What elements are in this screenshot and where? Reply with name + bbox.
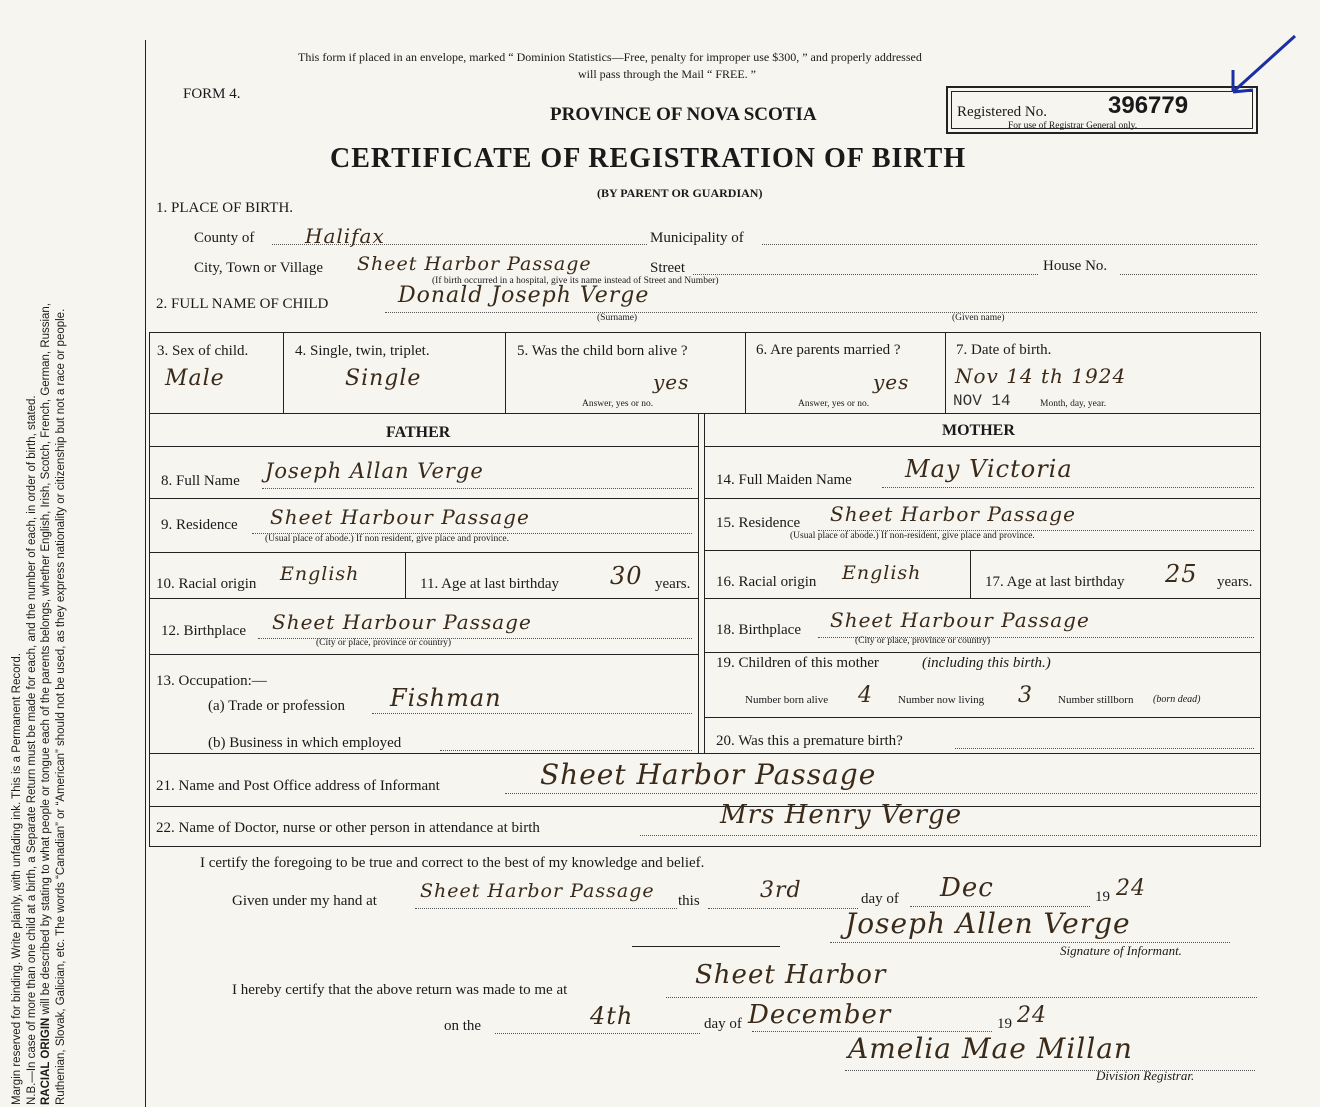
mother-birthplace-caption: (City or place, province or country) (855, 636, 991, 646)
margin-line-3-text: will be described by stating to what people or tongue each of the parents belongs, whether English, Irish, Scotch, French, German, Russian, (40, 302, 52, 1018)
father-birthplace-value: Sheet Harbour Passage (272, 610, 532, 634)
parents-left-rule (149, 413, 150, 753)
mother-heading: MOTHER (942, 422, 1015, 439)
date-of-birth-value: Nov 14 th 1924 (955, 364, 1127, 388)
province-heading: PROVINCE OF NOVA SCOTIA (550, 104, 817, 125)
city-value: Sheet Harbor Passage (357, 253, 592, 275)
parents-divider (698, 413, 699, 753)
margin-line-3 (39, 25, 54, 1105)
given-place-value: Sheet Harbor Passage (420, 880, 655, 902)
pen-arrow-mark (1225, 30, 1305, 100)
father-residence-value: Sheet Harbour Passage (270, 505, 530, 529)
county-label: County of (194, 230, 255, 246)
parents-divider-2 (704, 413, 705, 753)
father-occupation-label: 13. Occupation:— (156, 673, 267, 689)
certificate-subtitle: (BY PARENT OR GUARDIAN) (597, 186, 763, 200)
municipality-label: Municipality of (650, 230, 744, 246)
father-residence-label: 9. Residence (161, 517, 238, 533)
mother-children-note: (including this birth.) (922, 655, 1051, 671)
mail-notice-line-2: will pass through the Mail “ FREE. ” (578, 67, 756, 81)
mother-residence-label: 15. Residence (716, 515, 801, 531)
form-number: FORM 4. (183, 86, 241, 102)
mother-children-label: 19. Children of this mother (716, 655, 879, 671)
date-of-birth-caption: Month, day, year. (1040, 399, 1107, 409)
sex-label: 3. Sex of child. (157, 343, 249, 359)
county-value: Halifax (305, 224, 385, 248)
father-name-value: Joseph Allan Verge (265, 459, 484, 483)
given-day-value: 3rd (760, 878, 802, 903)
margin-line-4: Ruthenian, Slovak, Galician, etc. The words “Canadian” or “American” should not be used, as they express nationality or citizenship but not a race or people. (54, 308, 67, 1105)
mail-notice-line-1: This form if placed in an envelope, marked “ Dominion Statistics—Free, penalty for improper use $300, ” and properly addressed (298, 50, 922, 64)
mother-residence-caption: (Usual place of abode.) If non-resident, give place and province. (790, 531, 1035, 541)
plurality-value: Single (345, 366, 422, 391)
registrar-statement: I hereby certify that the above return was made to me at (232, 982, 568, 998)
plurality-label: 4. Single, twin, triplet. (295, 343, 430, 359)
racial-origin-heading: RACIAL ORIGIN (40, 1017, 52, 1105)
given-day-of-label: day of (861, 891, 899, 907)
margin-line-2: N.B.—In case of more than one child at a birth, a Separate Return must be made for each, and the number of each, in order of birth, stated. (25, 395, 38, 1105)
born-alive-value: yes (653, 370, 690, 394)
registrar-year-prefix: 19 (997, 1016, 1012, 1032)
mother-age-unit: years. (1217, 574, 1253, 590)
registrar-day-value: 4th (590, 1002, 634, 1030)
registrar-signature: Amelia Mae Millan (848, 1032, 1133, 1065)
mother-racial-value: English (842, 562, 922, 584)
mother-birthplace-value: Sheet Harbour Passage (830, 608, 1090, 632)
sex-value: Male (165, 366, 225, 391)
father-residence-caption: (Usual place of abode.) If non resident, give place and province. (265, 534, 509, 544)
city-label: City, Town or Village (194, 260, 324, 276)
mother-name-value: May Victoria (905, 455, 1073, 483)
father-birthplace-caption: (City or place, province or country) (316, 638, 452, 648)
born-alive-caption: Answer, yes or no. (582, 399, 654, 409)
now-living-value: 3 (1018, 683, 1033, 708)
given-year-prefix: 19 (1095, 889, 1110, 905)
row3-top-rule (149, 332, 1261, 333)
surname-caption: (Surname) (597, 313, 638, 323)
given-under-hand-label: Given under my hand at (232, 893, 377, 909)
attendant-label: 22. Name of Doctor, nurse or other person in attendance at birth (156, 820, 540, 836)
born-alive-label: 5. Was the child born alive ? (517, 343, 688, 359)
parents-married-value: yes (873, 370, 910, 394)
date-of-birth-stamp: NOV 14 (953, 392, 1011, 410)
parents-married-label: 6. Are parents married ? (756, 342, 901, 358)
father-racial-value: English (280, 563, 360, 585)
hospital-note: (If birth occurred in a hospital, give its name instead of Street and Number) (432, 276, 719, 286)
date-of-birth-label: 7. Date of birth. (956, 342, 1052, 358)
informant-signature: Joseph Allen Verge (845, 907, 1131, 940)
father-racial-label: 10. Racial origin (156, 576, 257, 592)
certification-statement: I certify the foregoing to be true and correct to the best of my knowledge and belief. (200, 855, 705, 871)
mother-age-value: 25 (1165, 560, 1198, 588)
margin-instructions (10, 25, 68, 1105)
informant-signature-caption: Signature of Informant. (1060, 943, 1182, 958)
stillborn-label: Number stillborn (1058, 694, 1134, 706)
registrar-month-value: December (748, 1000, 892, 1030)
informant-value: Sheet Harbor Passage (540, 758, 877, 791)
mother-name-label: 14. Full Maiden Name (716, 472, 852, 488)
father-name-label: 8. Full Name (161, 473, 240, 489)
attendant-value: Mrs Henry Verge (720, 800, 963, 830)
parents-right-rule (1260, 413, 1261, 753)
father-age-label: 11. Age at last birthday (420, 576, 559, 592)
registrar-year-value: 24 (1017, 1003, 1047, 1028)
registered-number: 396779 (1108, 92, 1189, 119)
given-year-value: 24 (1116, 876, 1146, 901)
registrar-note: For use of Registrar General only. (1008, 121, 1138, 131)
father-birthplace-label: 12. Birthplace (161, 623, 246, 639)
this-label: this (678, 893, 700, 909)
registered-label: Registered No. (957, 104, 1047, 120)
stillborn-note: (born dead) (1153, 694, 1201, 705)
house-number-label: House No. (1043, 258, 1108, 274)
child-name-label: 2. FULL NAME OF CHILD (156, 296, 329, 312)
born-alive-count-label: Number born alive (745, 694, 829, 706)
born-alive-count-value: 4 (858, 683, 873, 708)
father-trade-label: (a) Trade or profession (208, 698, 346, 714)
mother-birthplace-label: 18. Birthplace (716, 622, 801, 638)
street-label: Street (650, 260, 685, 276)
place-of-birth-label: 1. PLACE OF BIRTH. (156, 200, 294, 216)
informant-label: 21. Name and Post Office address of Informant (156, 778, 440, 794)
given-month-value: Dec (940, 873, 994, 903)
father-business-label: (b) Business in which employed (208, 735, 402, 751)
margin-line-1: Margin reserved for binding. Write plainly, with unfading ink. This is a Permanent Record. (11, 653, 23, 1105)
father-age-unit: years. (655, 576, 691, 592)
mother-residence-value: Sheet Harbor Passage (830, 502, 1076, 526)
mother-age-label: 17. Age at last birthday (985, 574, 1125, 590)
certificate-title: CERTIFICATE OF REGISTRATION OF BIRTH (330, 143, 967, 174)
row3-bottom-rule (149, 413, 1261, 414)
father-trade-value: Fishman (390, 684, 502, 712)
parents-married-caption: Answer, yes or no. (798, 399, 870, 409)
father-age-value: 30 (610, 562, 643, 590)
father-heading: FATHER (386, 424, 451, 441)
registrar-on-the-label: on the (444, 1018, 482, 1034)
premature-label: 20. Was this a premature birth? (716, 733, 903, 749)
child-name-value: Donald Joseph Verge (398, 283, 650, 308)
now-living-label: Number now living (898, 694, 985, 706)
registered-number-box (946, 86, 1258, 134)
registrar-place-value: Sheet Harbor (695, 960, 887, 990)
given-name-caption: (Given name) (952, 313, 1005, 323)
registrar-signature-caption: Division Registrar. (1096, 1068, 1195, 1083)
binding-margin-rule (145, 40, 146, 1107)
mother-racial-label: 16. Racial origin (716, 574, 817, 590)
registrar-day-of-label: day of (704, 1016, 742, 1032)
